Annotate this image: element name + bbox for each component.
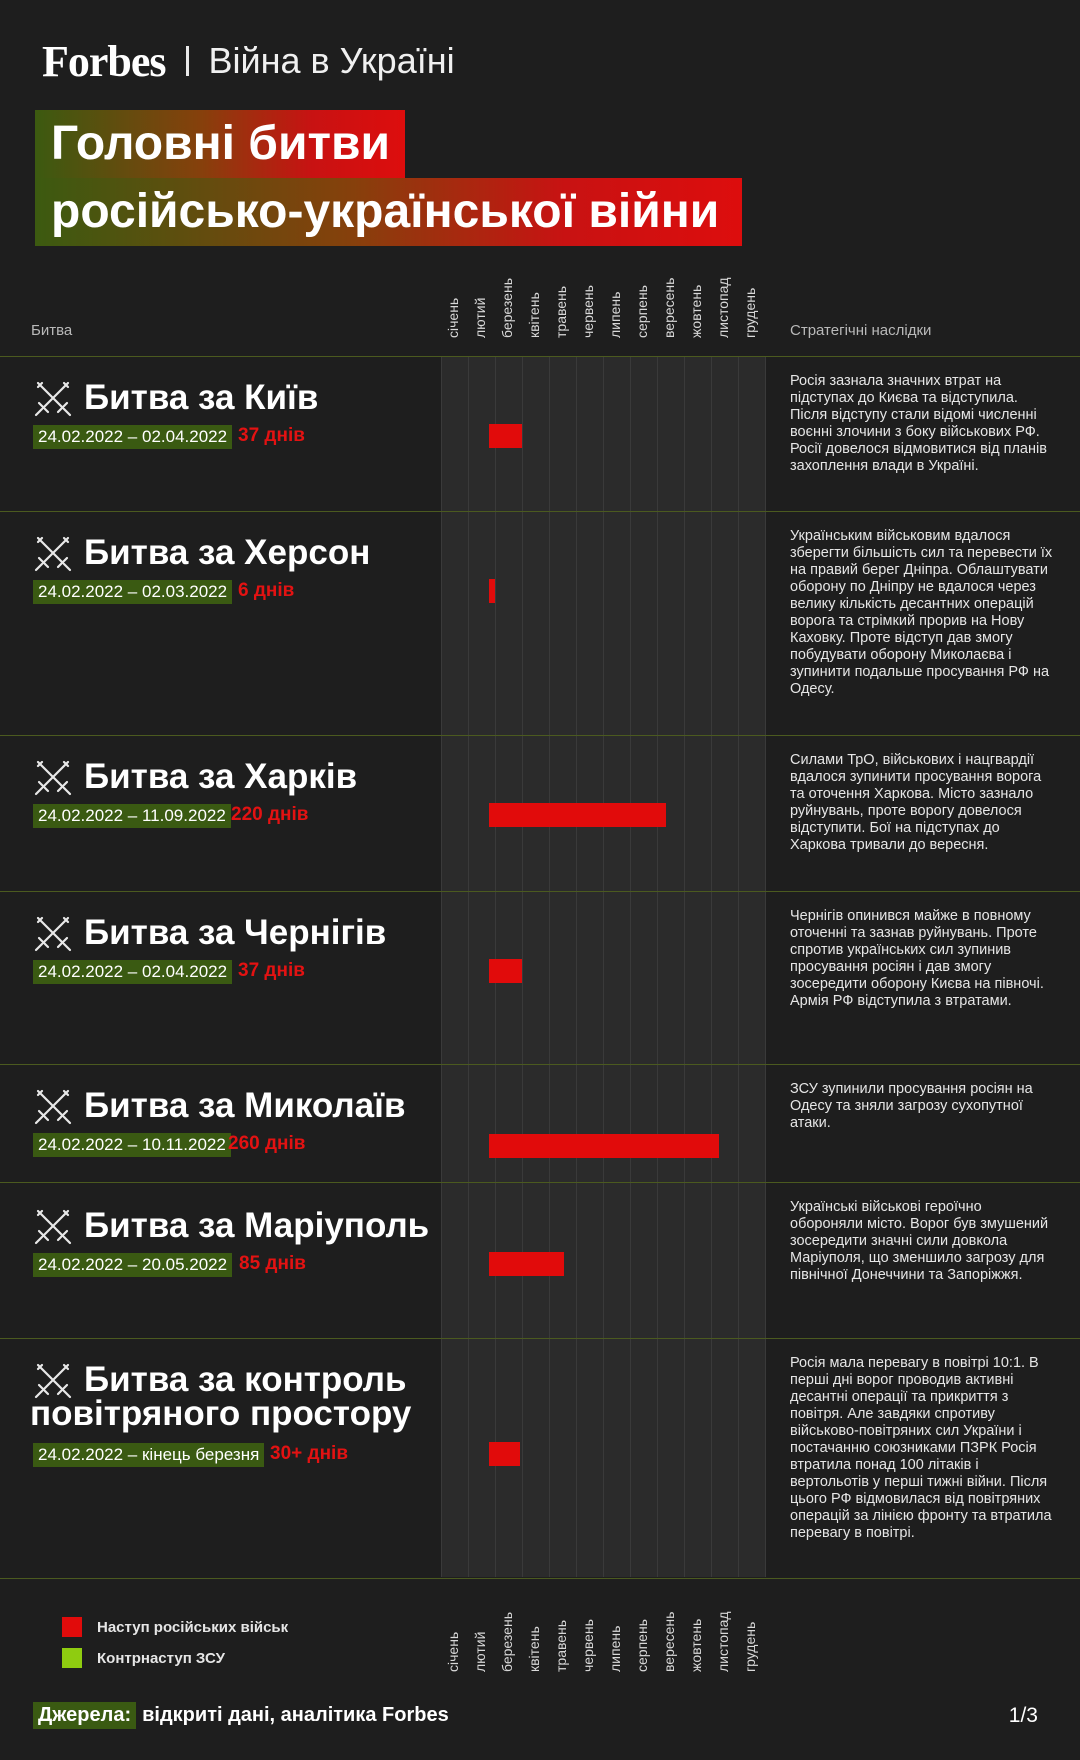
month-gridline — [522, 357, 523, 1577]
gantt-bar-kyiv — [489, 424, 522, 448]
page-title — [35, 110, 742, 246]
legend-label: Наступ російських військ — [97, 1618, 289, 1636]
month-label: квітень — [526, 292, 542, 338]
battle-dates: 24.02.2022 – кінець березня — [33, 1443, 264, 1467]
battle-consequence: Чернігів опинився майже в повному оточенні та зазнав руйнувань. Проте спротив українських сил зупинив просування росіян і дав змогу зосередити оборону Києва на півночі. Армія РФ відступила з втратами. — [790, 908, 1044, 1009]
battle-consequence: Українські військові героїчно обороняли місто. Ворог був змушений зосередити значні сили довкола Маріуполя, що зменшило загрозу для північної Донеччини та Запоріжжя. — [790, 1199, 1049, 1283]
month-top-10 — [688, 284, 704, 338]
consequences-column-header: Стратегічні наслідки — [790, 322, 932, 339]
month-label: серпень — [634, 285, 650, 338]
battle-name: Битва за Чернігів — [84, 913, 387, 952]
battle-dates: 24.02.2022 – 11.09.2022 — [33, 804, 231, 828]
month-bottom-12 — [742, 1621, 758, 1672]
month-top-8 — [634, 285, 650, 338]
month-label: березень — [499, 278, 515, 338]
month-label: листопад — [715, 277, 731, 338]
battle-name: Битва за Київ — [84, 378, 319, 417]
month-label: листопад — [715, 1611, 731, 1672]
battle-dates: 24.02.2022 – 20.05.2022 — [33, 1253, 232, 1277]
month-bottom-5 — [553, 1619, 569, 1672]
legend-item-russian-offensive — [62, 1617, 288, 1637]
month-top-1 — [445, 297, 461, 338]
month-gridline — [711, 357, 712, 1577]
month-bottom-4 — [526, 1626, 542, 1672]
battle-duration: 85 днів — [239, 1253, 306, 1274]
month-top-11 — [715, 277, 731, 338]
month-label: липень — [607, 1625, 623, 1672]
row-divider — [0, 1578, 1080, 1579]
month-gridline — [549, 357, 550, 1577]
row-divider — [0, 1338, 1080, 1339]
month-gridline — [576, 357, 577, 1577]
month-bottom-3 — [499, 1612, 515, 1672]
month-top-12 — [742, 287, 758, 338]
battle-consequence: Росія мала перевагу в повітрі 10:1. В перші дні ворог проводив активні десантні операції та прикриття з повітря. Але завдяки спротиву військово-повітряних сил України і постачанню союзниками ПЗРК Росія втратила понад 100 літаків і вертольотів у перші тижні війни. Після цього РФ відмовилася від повітряних операцій за лінією фронту та втратила перевагу в повітрі. — [790, 1355, 1052, 1541]
crossed-swords-icon — [33, 533, 73, 573]
month-label: вересень — [661, 277, 677, 338]
row-divider — [0, 891, 1080, 892]
battle-name: Битва за Херсон — [84, 533, 371, 572]
forbes-logo: Forbes — [42, 36, 166, 86]
month-label: червень — [580, 1619, 596, 1672]
month-bottom-9 — [661, 1611, 677, 1672]
battle-dates: 24.02.2022 – 02.04.2022 — [33, 960, 232, 984]
title-line-1: Головні битви — [35, 110, 405, 178]
month-bottom-8 — [634, 1619, 650, 1672]
battle-consequence: ЗСУ зупинили просування росіян на Одесу та зняли загрозу сухопутної атаки. — [790, 1081, 1033, 1131]
legend-item-counteroffensive — [62, 1648, 225, 1668]
month-gridline — [603, 357, 604, 1577]
month-top-9 — [661, 277, 677, 338]
crossed-swords-icon — [33, 378, 73, 418]
month-label: січень — [445, 297, 461, 338]
row-divider — [0, 1064, 1080, 1065]
row-divider — [0, 735, 1080, 736]
gantt-bar-airspace — [489, 1442, 520, 1466]
month-top-6 — [580, 285, 596, 338]
battle-name: Битва за Маріуполь — [84, 1206, 430, 1245]
row-divider — [0, 511, 1080, 512]
battle-dates: 24.02.2022 – 02.04.2022 — [33, 425, 232, 449]
month-gridline — [765, 357, 766, 1577]
legend-label: Контрнаступ ЗСУ — [97, 1649, 225, 1667]
battle-duration: 260 днів — [228, 1133, 306, 1154]
battle-consequence: Росія зазнала значних втрат на підступах до Києва та відступила. Після відступу стали відомі численні воєнні злочини з боку військових РФ. Росії довелося відмовитися від планів захоплення влади в Україні. — [790, 373, 1047, 474]
battle-name: Битва за Миколаїв — [84, 1086, 406, 1125]
month-label: серпень — [634, 1619, 650, 1672]
month-label: червень — [580, 285, 596, 338]
battle-duration: 6 днів — [238, 580, 295, 601]
month-top-3 — [499, 278, 515, 338]
page-number: 1/3 — [1008, 1704, 1038, 1727]
row-divider — [0, 356, 1080, 357]
battle-dates: 24.02.2022 – 10.11.2022 — [33, 1133, 231, 1157]
month-label: лютий — [472, 1631, 488, 1672]
battle-name: Битва за Харків — [84, 757, 358, 796]
gantt-bar-kharkiv — [489, 803, 667, 827]
month-top-7 — [607, 291, 623, 338]
month-gridline — [657, 357, 658, 1577]
sources-text: відкриті дані, аналітика Forbes — [142, 1704, 449, 1726]
month-top-4 — [526, 292, 542, 338]
gantt-bar-mykolaiv — [489, 1134, 719, 1158]
battle-duration: 220 днів — [231, 804, 309, 825]
month-gridline — [738, 357, 739, 1577]
month-gridline — [630, 357, 631, 1577]
sources — [33, 1702, 449, 1729]
battle-duration: 37 днів — [238, 425, 305, 446]
battle-name-line-1: Битва за контроль — [84, 1360, 407, 1399]
crossed-swords-icon — [33, 757, 73, 797]
month-label: липень — [607, 291, 623, 338]
month-bottom-11 — [715, 1611, 731, 1672]
battle-consequence: Українським військовим вдалося зберегти більшість сил та перевести їх на правий берег Дніпра. Облаштувати оборону по Дніпру не вдалося через велику кількість десантних операцій ворога та стрімкий прорив на Нову Каховку. Проте відступ дав змогу побудувати оборону Миколаєва і зупинити подальше просування РФ на Одесу. — [790, 528, 1053, 697]
crossed-swords-icon — [33, 1206, 73, 1246]
row-divider — [0, 1182, 1080, 1183]
month-label: грудень — [742, 1621, 758, 1672]
month-label: січень — [445, 1631, 461, 1672]
crossed-swords-icon — [33, 1086, 73, 1126]
month-label: жовтень — [688, 284, 704, 338]
battle-duration: 37 днів — [238, 960, 305, 981]
month-top-5 — [553, 285, 569, 338]
legend-swatch-green — [62, 1648, 82, 1668]
battle-consequence: Силами ТрО, військових і нацгвардії вдалося зупинити просування ворога та оточення Харкова. Місто зазнало руйнувань, проте ворогу довелося відступити. Бої на підступах до Харкова тривали до вересня. — [790, 752, 1042, 853]
gantt-bar-chernihiv — [489, 959, 522, 983]
header — [42, 36, 455, 86]
month-bottom-7 — [607, 1625, 623, 1672]
month-gridline — [441, 357, 442, 1577]
sources-label: Джерела: — [33, 1702, 136, 1729]
battle-name-line-2: повітряного простору — [30, 1394, 412, 1433]
gantt-bar-kherson — [489, 579, 495, 603]
month-top-2 — [472, 297, 488, 338]
header-divider — [186, 46, 189, 76]
month-bottom-6 — [580, 1619, 596, 1672]
month-label: травень — [553, 285, 569, 338]
battle-column-header: Битва — [31, 322, 73, 339]
month-label: лютий — [472, 297, 488, 338]
month-label: грудень — [742, 287, 758, 338]
month-bottom-2 — [472, 1631, 488, 1672]
section-title: Війна в Україні — [208, 40, 455, 81]
gantt-bar-mariupol — [489, 1252, 564, 1276]
month-label: березень — [499, 1612, 515, 1672]
title-line-2: російсько-української війни — [35, 178, 742, 246]
month-gridline — [684, 357, 685, 1577]
legend-swatch-red — [62, 1617, 82, 1637]
month-label: квітень — [526, 1626, 542, 1672]
month-label: травень — [553, 1619, 569, 1672]
month-bottom-1 — [445, 1631, 461, 1672]
battle-dates: 24.02.2022 – 02.03.2022 — [33, 580, 232, 604]
month-bottom-10 — [688, 1618, 704, 1672]
month-label: вересень — [661, 1611, 677, 1672]
month-gridline — [468, 357, 469, 1577]
crossed-swords-icon — [33, 913, 73, 953]
month-label: жовтень — [688, 1618, 704, 1672]
battle-duration: 30+ днів — [270, 1443, 349, 1464]
